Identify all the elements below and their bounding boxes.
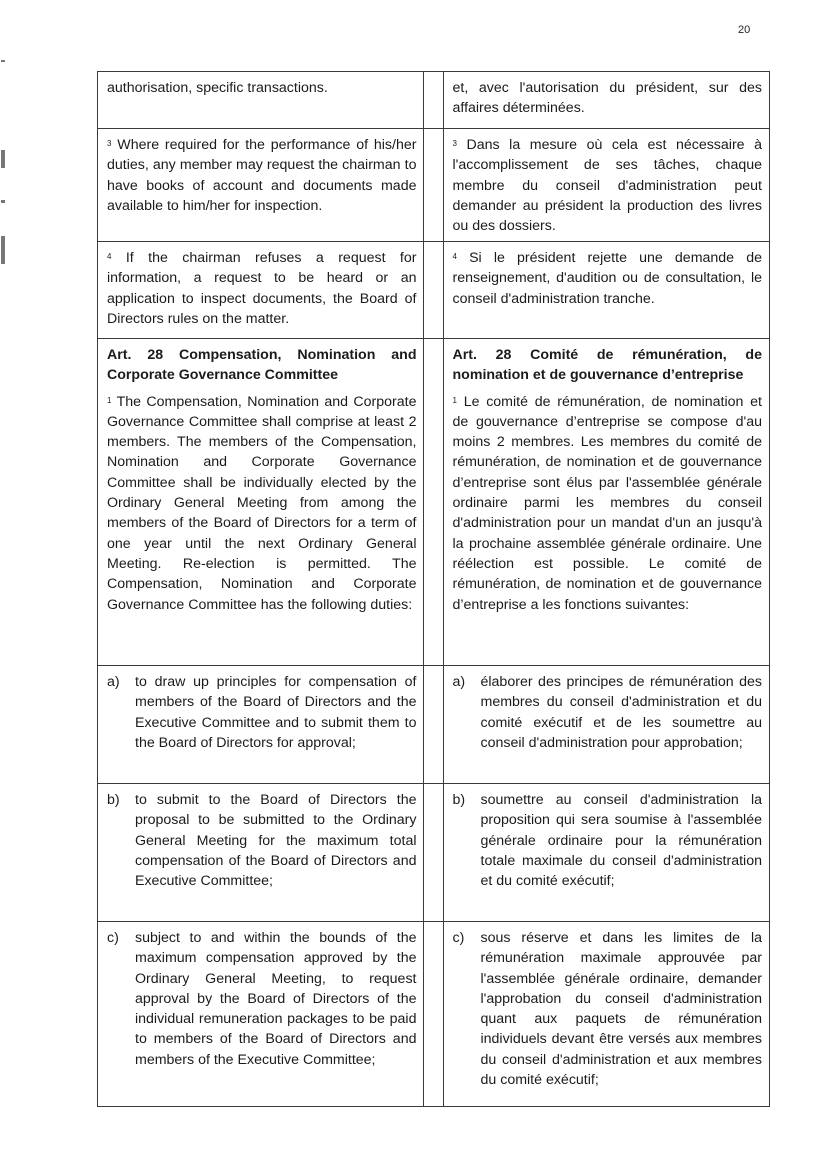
french-cell — [444, 666, 770, 783]
french-cell — [444, 784, 770, 921]
french-text: soumettre au conseil d'administration la proposition qui sera soumise à l'assemblée générale ordinaire pour la rémunération totale maximale du conseil d'administration et du comité exécutif; — [480, 792, 762, 890]
english-text: Where required for the performance of his/her duties, any member may request the chairman to have books of account and documents made available to him/her for inspection. — [107, 137, 417, 214]
page-number: 20 — [738, 24, 751, 36]
table-row — [98, 784, 770, 922]
list-label: b) — [452, 792, 466, 808]
french-cell — [444, 129, 770, 241]
paragraph-number: 3 — [452, 139, 457, 148]
french-cell — [444, 72, 770, 128]
list-label: c) — [452, 930, 465, 946]
list-item — [453, 672, 763, 753]
paragraph-number: 1 — [452, 395, 457, 405]
list-label: a) — [452, 674, 466, 690]
english-cell — [98, 784, 423, 921]
table-row — [98, 129, 770, 242]
french-text: Le comité de rémunération, de nomination et de gouvernance d’entreprise se compose d'au moins 2 membres. Les membres du comité de rémunération, de nomination et de gouvernance d’entreprise sont élus par l'assemblée générale ordinaire parmi les membres du conseil d'administration pour un mandat d'un an jusqu'à la prochaine assemblée générale ordinaire. Une réélection est possible. Le comité de rémunération, de nomination et de gouvernance d’entreprise a les fonctions suivantes: — [452, 393, 762, 613]
paragraph-number: 4 — [452, 252, 457, 261]
list-label: a) — [107, 674, 120, 690]
paragraph-number: 4 — [107, 252, 112, 261]
english-text: subject to and within the bounds of the maximum compensation approved by the Ordinary General Meeting, to request approval by the Board of Directors of the individual remuneration packages to be paid to members of the Board of Directors and members of the Executive Committee; — [135, 930, 417, 1068]
french-text: élaborer des principes de rémunération des membres du conseil d'administration et du comité exécutif et de les soumettre au conseil d'administration pour approbation; — [480, 674, 762, 751]
english-text: to draw up principles for compensation of members of the Board of Directors and the Executive Committee and to submit them to the Board of Directors for approval; — [135, 674, 417, 751]
list-label: b) — [107, 792, 120, 808]
french-cell — [444, 922, 770, 1106]
french-text: Si le président rejette une demande de renseignement, d'audition ou de consultation, le conseil d'administration tranche. — [452, 250, 762, 307]
french-text: sous réserve et dans les limites de la rémunération maximale approuvée par l'assemblée générale ordinaire, demander l'approbation du conseil d'administration quant aux paquets de rémunération individuels devant être versés aux membres du conseil d'administration et aux membres du comité exécutif; — [480, 930, 762, 1089]
paragraph-number: 1 — [107, 395, 112, 405]
scan-margin-marks — [0, 0, 10, 1167]
table-row — [98, 242, 770, 339]
english-cell — [98, 922, 423, 1106]
english-text: to submit to the Board of Directors the proposal to be submitted to the Ordinary General Meeting for the maximum total compensation of the Board of Directors and Executive Committee; — [135, 792, 417, 890]
french-text: et, avec l'autorisation du président, sur des affaires déterminées. — [452, 80, 762, 117]
article-heading: Art. 28 Compensation, Nomination and Corporate Governance Committee — [107, 347, 417, 384]
list-item — [453, 928, 763, 1090]
english-text: The Compensation, Nomination and Corporate Governance Committee shall comprise at least 2 members. The members of the Compensation, Nomination and Corporate Governance Committee shall be individually elected by the Ordinary General Meeting from among the members of the Board of Directors for a term of one year until the next Ordinary General Meeting. Re-election is permitted. The Compensation, Nomination and Corporate Governance Committee has the following duties: — [107, 393, 417, 613]
column-gap — [424, 666, 443, 784]
english-cell — [98, 339, 423, 665]
table-row — [98, 339, 770, 666]
french-cell — [444, 242, 770, 338]
paragraph-number: 3 — [107, 139, 112, 148]
column-gap — [424, 72, 443, 129]
column-gap — [424, 339, 443, 666]
article-heading: Art. 28 Comité de rémunération, de nomination et de gouvernance d’entreprise — [452, 347, 762, 384]
list-item — [453, 790, 763, 891]
column-gap — [424, 922, 443, 1107]
english-cell — [98, 72, 423, 128]
list-label: c) — [107, 930, 119, 946]
table-row — [98, 72, 770, 129]
list-item — [107, 790, 416, 891]
column-gap — [424, 242, 443, 339]
table-row — [98, 922, 770, 1107]
english-text: authorisation, specific transactions. — [107, 80, 328, 96]
bilingual-articles-table — [97, 71, 770, 1107]
table-row — [98, 666, 770, 784]
column-gap — [424, 129, 443, 242]
french-text: Dans la mesure où cela est nécessaire à l'accomplissement de ses tâches, chaque membre du conseil d'administration peut demander au président la production des livres ou des dossiers. — [452, 137, 762, 235]
english-cell — [98, 242, 423, 338]
list-item — [107, 928, 416, 1070]
column-gap — [424, 784, 443, 922]
english-text: If the chairman refuses a request for information, a request to be heard or an application to inspect documents, the Board of Directors rules on the matter. — [107, 250, 417, 327]
english-cell — [98, 129, 423, 241]
list-item — [107, 672, 416, 753]
french-cell — [444, 339, 770, 665]
english-cell — [98, 666, 423, 783]
